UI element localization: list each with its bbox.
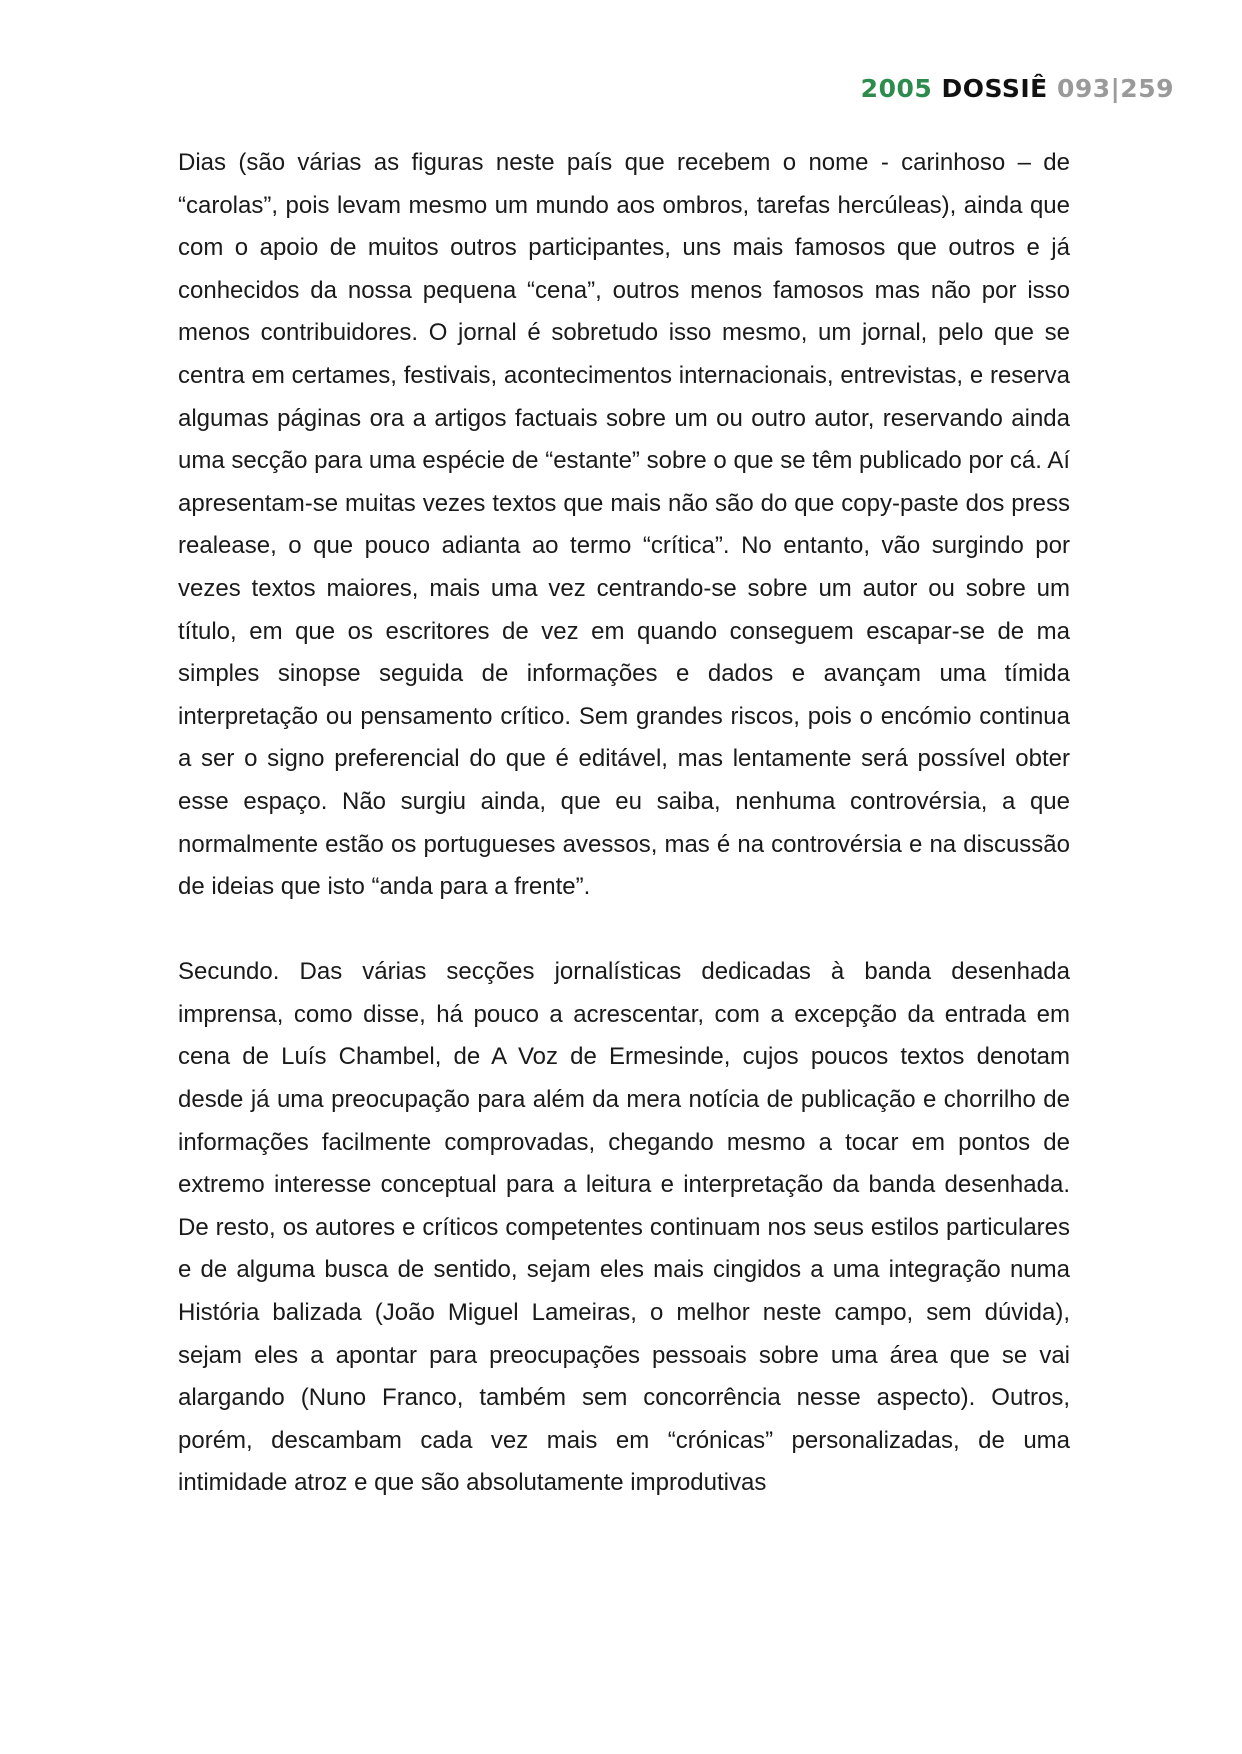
header-title: DOSSIÊ	[941, 74, 1048, 103]
header-page-number: 093|259	[1056, 74, 1174, 103]
running-header	[861, 74, 1174, 103]
paragraph: Dias (são várias as figuras neste país que recebem o nome - carinhoso – de “carolas”, pois levam mesmo um mundo aos ombros, tarefas hercúleas), ainda que com o apoio de muitos outros participantes, uns mais famosos que outros e já conhecidos da nossa pequena “cena”, outros menos famosos mas não por isso menos contribuidores. O jornal é sobretudo isso mesmo, um jornal, pelo que se centra em certames, festivais, acontecimentos internacionais, entrevistas, e reserva algumas páginas ora a artigos factuais sobre um ou outro autor, reservando ainda uma secção para uma espécie de “estante” sobre o que se têm publicado por cá. Aí apresentam-se muitas vezes textos que mais não são do que copy-paste dos press realease, o que pouco adianta ao termo “crítica”. No entanto, vão surgindo por vezes textos maiores, mais uma vez centrando-se sobre um autor ou sobre um título, em que os escritores de vez em quando conseguem escapar-se de ma simples sinopse seguida de informações e dados e avançam uma tímida interpretação ou pensamento crítico. Sem grandes riscos, pois o encómio continua a ser o signo preferencial do que é editável, mas lentamente será possível obter esse espaço. Não surgiu ainda, que eu saiba, nenhuma controvérsia, a que normalmente estão os portugueses avessos, mas é na controvérsia e na discussão de ideias que isto “anda para a frente”.	[178, 149, 1070, 901]
header-year: 2005	[860, 74, 933, 103]
article-body	[178, 142, 1070, 1548]
paragraph: Secundo. Das várias secções jornalísticas dedicadas à banda desenhada imprensa, como disse, há pouco a acrescentar, com a excepção da entrada em cena de Luís Chambel, de A Voz de Ermesinde, cujos poucos textos denotam desde já uma preocupação para além da mera notícia de publicação e chorrilho de informações facilmente comprovadas, chegando mesmo a tocar em pontos de extremo interesse conceptual para a leitura e interpretação da banda desenhada. De resto, os autores e críticos competentes continuam nos seus estilos particulares e de alguma busca de sentido, sejam eles mais cingidos a uma integração numa História balizada (João Miguel Lameiras, o melhor neste campo, sem dúvida), sejam eles a apontar para preocupações pessoais sobre uma área que se vai alargando (Nuno Franco, também sem concorrência nesse aspecto). Outros, porém, descambam cada vez mais em “crónicas” personalizadas, de uma intimidade atroz e que são absolutamente improdutivas	[178, 958, 1070, 1497]
